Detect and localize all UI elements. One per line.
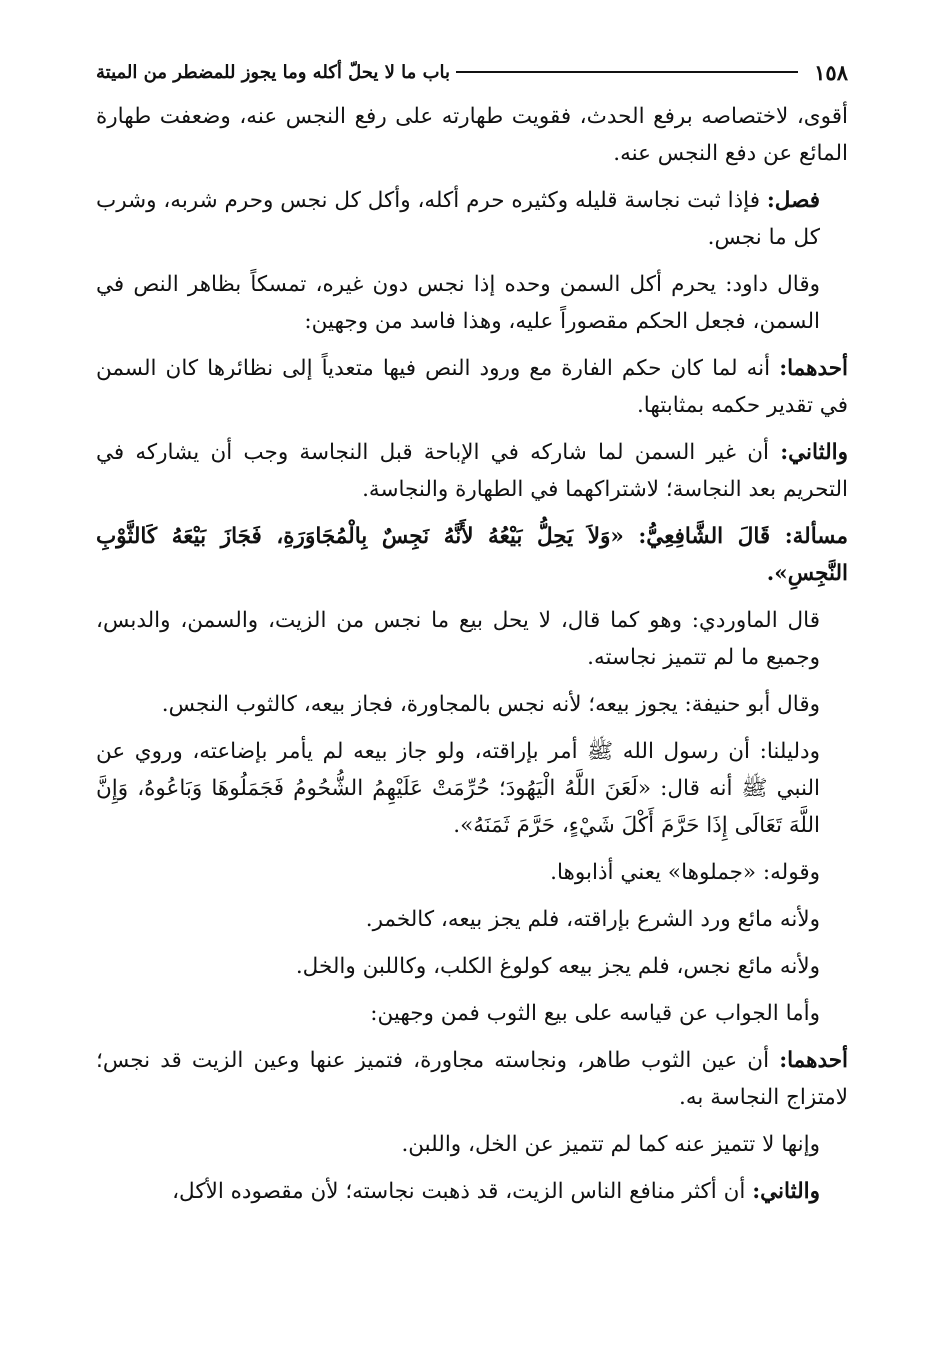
paragraph [96,518,848,592]
paragraph [96,602,848,676]
paragraph-text: فإذا ثبت نجاسة قليله وكثيره حرم أكله، وأكل كل نجس وحرم شربه، وشرب كل ما نجس. [96,188,820,250]
body-text [96,98,848,1210]
paragraph [96,182,848,256]
paragraph-lead: أحدهما: [779,1048,848,1073]
paragraph-text: وأما الجواب عن قياسه على بيع الثوب فمن وجهين: [370,1001,820,1026]
paragraph-lead: والثاني: [752,1179,820,1204]
paragraph-text: أن غير السمن لما شاركه في الإباحة قبل النجاسة وجب أن يشاركه في التحريم بعد النجاسة؛ لاشتراكهما في الطهارة والنجاسة. [96,440,848,502]
paragraph [96,733,848,844]
paragraph-text: ولأنه مائع نجس، فلم يجز بيعه كولوغ الكلب، وكاللبن والخل. [295,954,820,979]
paragraph-text: أن عين الثوب طاهر، ونجاسته مجاورة، فتميز عنها وعين الزيت قد نجس؛ لامتزاج النجاسة به. [96,1048,848,1110]
paragraph-text: وإنها لا تتميز عنه كما لم تتميز عن الخل، واللبن. [401,1132,820,1157]
paragraph-text: أنه لما كان حكم الفارة مع ورود النص فيها متعدياً إلى نظائرها كان السمن في تقدير حكمه بمثابتها. [96,356,848,418]
paragraph-text: «وَلاَ يَحِلُّ بَيْعُهُ لأَنَّهُ نَجِسٌ بِالْمُجَاوَرَةِ، فَجَازَ بَيْعَهُ كَالثَّوْبِ النَّجِسِ». [96,524,848,586]
paragraph [96,854,848,891]
paragraph-text: وقال داود: يحرم أكل السمن وحده إذا نجس دون غيره، تمسكاً بظاهر النص في السمن، فجعل الحكم مقصوراً عليه، وهذا فاسد من وجهين: [96,272,820,334]
paragraph-text: وقوله: «جملوها» يعني أذابوها. [550,860,820,885]
paragraph [96,350,848,424]
paragraph [96,686,848,723]
paragraph-lead: والثاني: [780,440,848,465]
paragraph [96,948,848,985]
paragraph [96,434,848,508]
header-rule [456,71,798,73]
paragraph-lead: أحدهما: [779,356,848,381]
paragraph-text: قال الماوردي: وهو كما قال، لا يحل بيع ما نجس من الزيت، والسمن، والدبس، وجميع ما لم تتميز نجاسته. [96,608,820,670]
paragraph [96,1173,848,1210]
page-header [96,52,848,92]
paragraph [96,1126,848,1163]
paragraph-text: أقوى، لاختصاصه برفع الحدث، فقويت طهارته على رفع النجس عنه، وضعفت طهارة المائع عن دفع النجس عنه. [96,104,848,166]
paragraph [96,995,848,1032]
paragraph [96,1042,848,1116]
paragraph-lead: مسألة: قَالَ الشَّافِعِيُّ: [638,524,848,549]
page-number: ١٥٨ [814,59,848,85]
document-page [96,52,848,1220]
paragraph [96,98,848,172]
paragraph-text: أن أكثر منافع الناس الزيت، قد ذهبت نجاسته؛ لأن مقصوده الأكل، [172,1179,753,1204]
paragraph-text: ودليلنا: أن رسول الله ﷺ أمر بإراقته، ولو جاز بيعه لم يأمر بإضاعته، وروي عن النبي ﷺ أنه قال: «لَعَنَ اللَّهُ الْيَهُودَ؛ حُرِّمَتْ عَلَيْهِمُ الشُّحُومُ فَجَمَلُوهَا وَبَاعُوهُ، وَإِنَّ اللَّهَ تَعَالَى إِذَا حَرَّمَ أَكْلَ شَيْءٍ، حَرَّمَ ثَمَنَهُ». [96,739,820,838]
paragraph-text: وقال أبو حنيفة: يجوز بيعه؛ لأنه نجس بالمجاورة، فجاز بيعه، كالثوب النجس. [161,692,820,717]
paragraph-lead: فصل: [766,188,820,213]
paragraph [96,901,848,938]
paragraph-text: ولأنه مائع ورد الشرع بإراقته، فلم يجز بيعه، كالخمر. [365,907,820,932]
paragraph [96,266,848,340]
running-title: باب ما لا يحلّ أكله وما يجوز للمضطر من الميتة [96,61,451,83]
